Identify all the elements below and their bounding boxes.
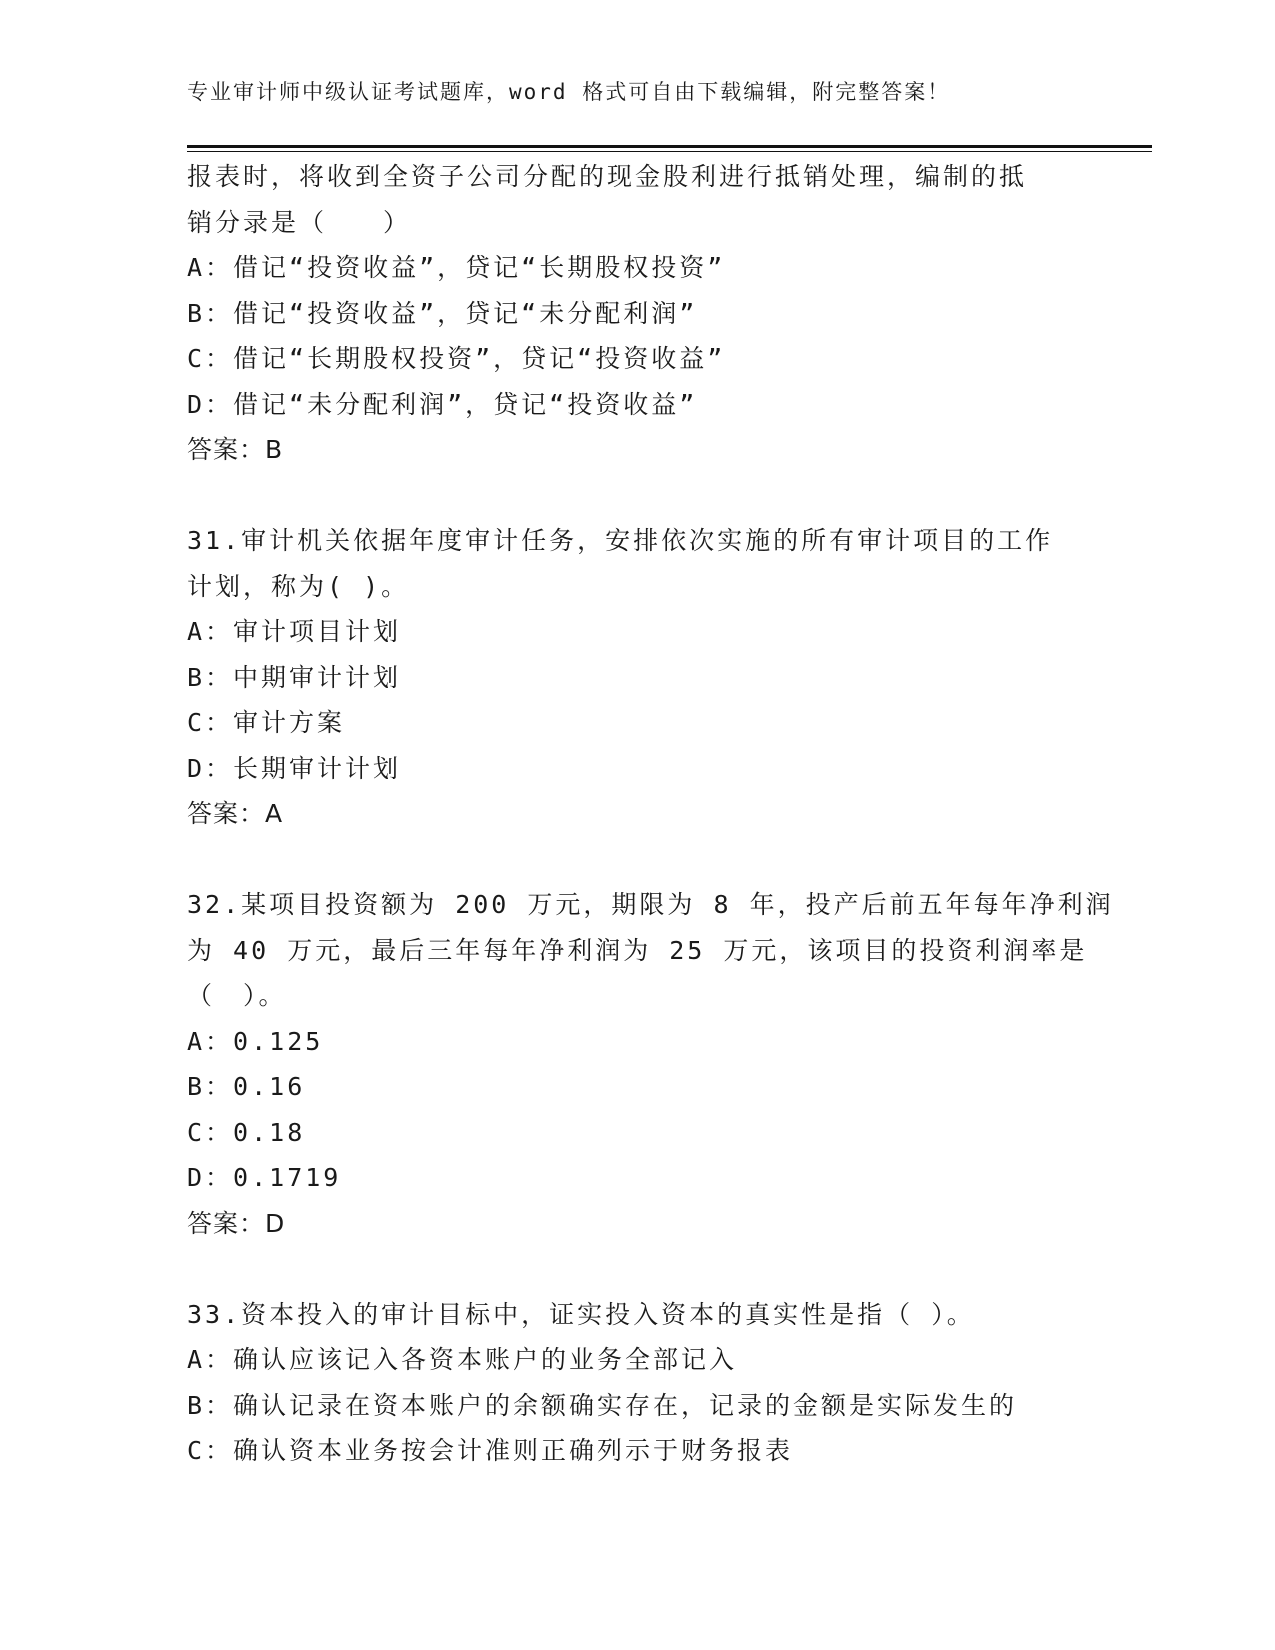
question-block bbox=[187, 154, 1087, 473]
option-a: A：确认应该记入各资本账户的业务全部记入 bbox=[187, 1345, 738, 1374]
question-text-line: 33.资本投入的审计目标中，证实投入资本的真实性是指（ ）。 bbox=[187, 1299, 975, 1329]
option-b: B：借记“投资收益”，贷记“未分配利润” bbox=[187, 298, 698, 328]
question-list bbox=[187, 154, 1114, 1474]
header-divider-thick bbox=[187, 145, 1152, 148]
question-text-line: 为 40 万元，最后三年每年净利润为 25 万元，该项目的投资利润率是 bbox=[187, 935, 1088, 965]
option-a: A：借记“投资收益”，贷记“长期股权投资” bbox=[187, 253, 726, 282]
answer-line: 答案：B bbox=[187, 435, 284, 464]
question-text-line: 销分录是（ ） bbox=[187, 207, 412, 237]
option-b: B：中期审计计划 bbox=[187, 662, 402, 692]
spacer bbox=[187, 1246, 1087, 1292]
option-a: A：审计项目计划 bbox=[187, 617, 402, 646]
spacer bbox=[187, 837, 1087, 883]
option-c: C：借记“长期股权投资”，贷记“投资收益” bbox=[187, 344, 726, 373]
option-d: D：借记“未分配利润”，贷记“投资收益” bbox=[187, 389, 698, 419]
option-c: C：确认资本业务按会计准则正确列示于财务报表 bbox=[187, 1436, 794, 1465]
page-header: 专业审计师中级认证考试题库，word 格式可自由下载编辑，附完整答案！ bbox=[187, 80, 951, 104]
option-d: D：0.1719 bbox=[187, 1163, 342, 1192]
question-text-line: 32.某项目投资额为 200 万元，期限为 8 年，投产后前五年每年净利润 bbox=[187, 890, 1114, 919]
question-text-line: 31.审计机关依据年度审计任务，安排依次实施的所有审计项目的工作 bbox=[187, 526, 1054, 555]
option-d: D：长期审计计划 bbox=[187, 753, 402, 783]
question-text-line: 报表时，将收到全资子公司分配的现金股利进行抵销处理，编制的抵 bbox=[187, 162, 1028, 191]
question-block bbox=[187, 882, 1114, 1246]
option-b: B：0.16 bbox=[187, 1072, 306, 1101]
question-text-line: 计划，称为( )。 bbox=[187, 571, 410, 601]
option-c: C：审计方案 bbox=[187, 708, 346, 737]
option-a: A：0.125 bbox=[187, 1026, 324, 1056]
option-c: C：0.18 bbox=[187, 1117, 306, 1147]
question-block bbox=[187, 1292, 1087, 1474]
spacer bbox=[187, 473, 1087, 519]
question-block bbox=[187, 518, 1087, 837]
answer-line: 答案：D bbox=[187, 1208, 286, 1238]
answer-line: 答案：A bbox=[187, 799, 284, 828]
header-divider-thin bbox=[187, 151, 1152, 152]
option-b: B：确认记录在资本账户的余额确实存在，记录的金额是实际发生的 bbox=[187, 1390, 1018, 1420]
question-text-line: （ ）。 bbox=[187, 981, 287, 1010]
